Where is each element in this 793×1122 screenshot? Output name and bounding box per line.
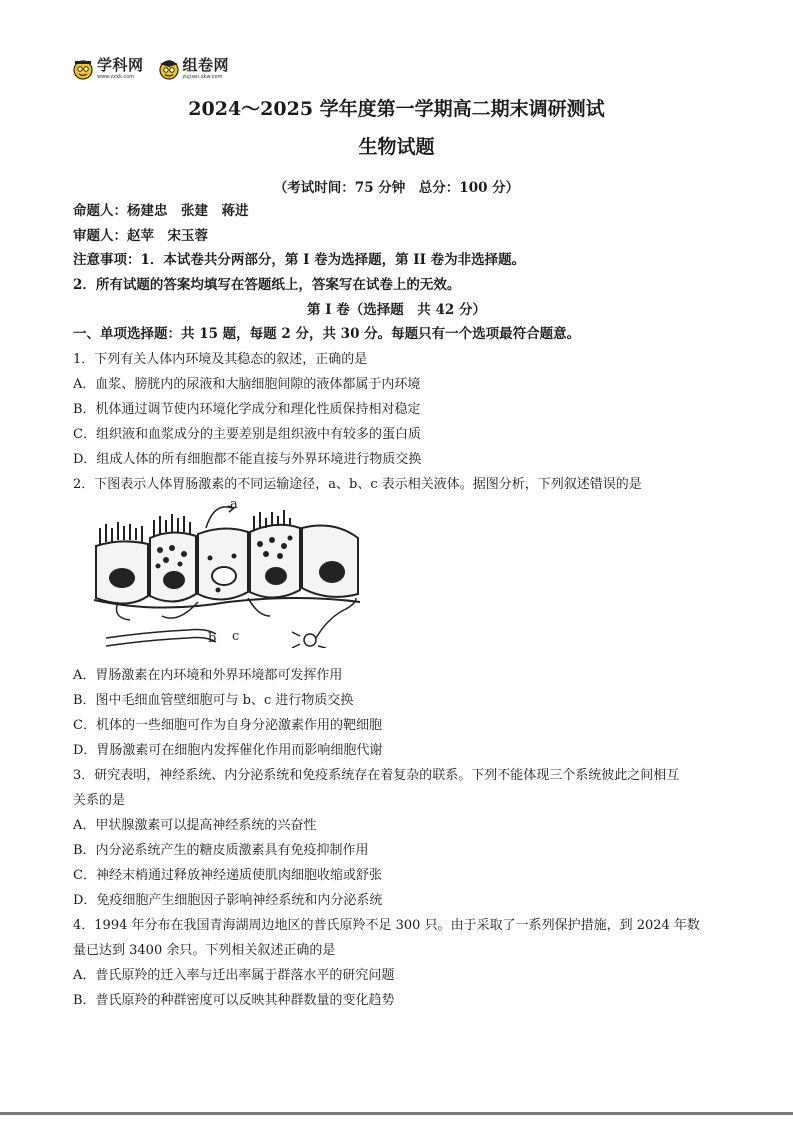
xuekewang-logo-icon (72, 58, 94, 80)
logo-name: 学科网 (97, 56, 144, 74)
logo-name: 组卷网 (182, 56, 230, 74)
logo-zujuanwang[interactable] (158, 58, 230, 80)
exam-subject: 生物试题 (358, 136, 435, 158)
note-1: 注意事项：1．本试卷共分两部分，第 I 卷为选择题，第 II 卷为非选择题。 (73, 252, 526, 268)
q2-option-d: D．胃肠激素可在细胞内发挥催化作用而影响细胞代谢 (73, 743, 383, 758)
section-title: 一、单项选择题：共 15 题，每题 2 分，共 30 分。每题只有一个选项最符合题意。 (73, 326, 581, 342)
part1-title: 第 I 卷（选择题 共 42 分） (307, 302, 486, 318)
exam-info: （考试时间：75 分钟 总分：100 分） (273, 180, 520, 196)
gut-hormone-diagram (88, 498, 380, 648)
q2-option-c: C．机体的一些细胞可作为自身分泌激素作用的靶细胞 (73, 718, 382, 733)
q2-option-b: B．图中毛细血管壁细胞可与 b、c 进行物质交换 (73, 693, 354, 708)
q4-stem-line2: 量已达到 3400 余只。下列相关叙述正确的是 (73, 943, 336, 958)
authors: 命题人：杨建忠 张建 蒋进 (73, 203, 249, 219)
exam-title: 2024～2025 学年度第一学期高二期末调研测试 (188, 98, 605, 120)
logo-xuekewang[interactable] (72, 58, 144, 80)
q3-option-d: D．免疫细胞产生细胞因子影响神经系统和内分泌系统 (73, 893, 383, 908)
q1-option-d: D．组成人体的所有细胞都不能直接与外界环境进行物质交换 (73, 452, 422, 467)
q2-option-a: A．胃肠激素在内环境和外界环境都可发挥作用 (73, 668, 343, 683)
reviewers: 审题人：赵苹 宋玉蓉 (73, 228, 208, 244)
label-b: b (208, 631, 217, 646)
q1-option-c: C．组织液和血浆成分的主要差别是组织液中有较多的蛋白质 (73, 427, 421, 442)
q4-option-b: B．普氏原羚的种群密度可以反映其种群数量的变化趋势 (73, 993, 395, 1008)
note-2: 2．所有试题的答案均填写在答题纸上，答案写在试卷上的无效。 (73, 277, 461, 293)
q3-stem-line1: 3．研究表明，神经系统、内分泌系统和免疫系统存在着复杂的联系。下列不能体现三个系统彼此之间相互 (73, 768, 680, 783)
q4-option-a: A．普氏原羚的迁入率与迁出率属于群落水平的研究问题 (73, 968, 395, 983)
q3-option-a: A．甲状腺激素可以提高神经系统的兴奋性 (73, 818, 317, 833)
logo-url: zujuan.xkw.com (182, 74, 223, 80)
logo-url: www.zxxk.com (97, 74, 135, 80)
header-logos (72, 58, 229, 88)
bottom-rule (0, 1112, 793, 1115)
q1-option-a: A．血浆、膀胱内的尿液和大脑细胞间隙的液体都属于内环境 (73, 377, 421, 392)
q3-option-b: B．内分泌系统产生的糖皮质激素具有免疫抑制作用 (73, 843, 369, 858)
q2-stem: 2．下图表示人体胃肠激素的不同运输途径，a、b、c 表示相关液体。据图分析，下列叙述错误的是 (73, 477, 642, 492)
q4-stem-line1: 4．1994 年分布在我国青海湖周边地区的普氏原羚不足 300 只。由于采取了一系列保护措施，到 2024 年数 (73, 918, 700, 933)
q3-option-c: C．神经末梢通过释放神经递质使肌肉细胞收缩或舒张 (73, 868, 382, 883)
q1-stem: 1．下列有关人体内环境及其稳态的叙述，正确的是 (73, 352, 368, 367)
label-a: a (230, 498, 238, 512)
q1-option-b: B．机体通过调节使内环境化学成分和理化性质保持相对稳定 (73, 402, 421, 417)
zujuanwang-logo-icon (158, 58, 180, 80)
label-c: c (232, 629, 240, 644)
q3-stem-line2: 关系的是 (73, 793, 126, 808)
